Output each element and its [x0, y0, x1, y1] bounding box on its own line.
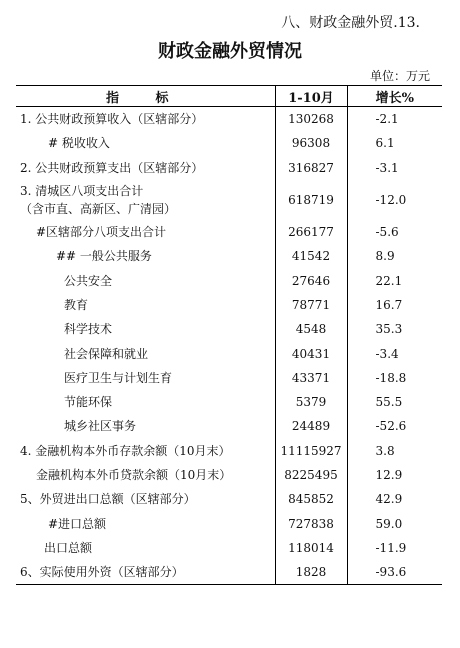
growth-cell: 42.9 — [347, 487, 442, 511]
value-cell: 1828 — [275, 560, 347, 585]
indicator-name — [16, 220, 275, 244]
table-row — [16, 244, 442, 268]
value-cell: 316827 — [275, 156, 347, 180]
column-header-indicator: 指 标 — [105, 90, 185, 106]
growth-cell: -2.1 — [347, 107, 442, 132]
table-row — [16, 341, 442, 365]
growth-cell: -18.8 — [347, 366, 442, 390]
growth-cell: -3.4 — [347, 341, 442, 365]
indicator-name — [16, 317, 275, 341]
table-row — [16, 463, 442, 487]
growth-cell: -52.6 — [347, 414, 442, 438]
indicator-name — [16, 414, 275, 438]
table-row — [16, 131, 442, 155]
table-row — [16, 268, 442, 292]
indicator-name-line: 2. 公共财政预算支出（区辖部分） — [20, 160, 204, 175]
indicator-name-line: 金融机构本外币贷款余额（10月末） — [36, 468, 232, 482]
table-row — [16, 107, 442, 132]
growth-cell: -12.0 — [347, 180, 442, 220]
growth-cell: -5.6 — [347, 220, 442, 244]
indicator-name-line: 1. 公共财政预算收入（区辖部分） — [20, 112, 204, 127]
column-header-value: 1-10月 — [275, 86, 347, 107]
value-cell: 78771 — [275, 293, 347, 317]
value-cell: 845852 — [275, 487, 347, 511]
indicator-name — [16, 244, 275, 268]
indicator-name-line: 6、实际使用外资（区辖部分） — [20, 565, 184, 580]
table-row — [16, 180, 442, 220]
column-header-growth: 增长% — [347, 86, 442, 107]
indicator-name — [16, 390, 275, 414]
indicator-name — [16, 439, 275, 463]
indicator-name-line: （含市直、高新区、广清园） — [20, 201, 177, 216]
indicator-name — [16, 341, 275, 365]
table-row — [16, 536, 442, 560]
value-cell: 5379 — [275, 390, 347, 414]
value-cell: 41542 — [275, 244, 347, 268]
indicator-name — [16, 268, 275, 292]
indicator-name — [16, 180, 275, 220]
indicator-name-line: # 税收收入 — [48, 136, 110, 151]
value-cell: 266177 — [275, 220, 347, 244]
unit-label: 单位：万元 — [369, 69, 430, 83]
indicator-name-line: ## 一般公共服务 — [56, 249, 152, 264]
value-cell: 118014 — [275, 536, 347, 560]
value-cell: 24489 — [275, 414, 347, 438]
table-row — [16, 560, 442, 585]
table-row — [16, 414, 442, 438]
indicator-name — [16, 293, 275, 317]
table-row — [16, 487, 442, 511]
indicator-name-line: 4. 金融机构本外币存款余额（10月末） — [20, 443, 231, 458]
value-cell: 8225495 — [275, 463, 347, 487]
growth-cell: 35.3 — [347, 317, 442, 341]
indicator-name — [16, 536, 275, 560]
table-row — [16, 366, 442, 390]
table-row — [16, 439, 442, 463]
table-row — [16, 220, 442, 244]
indicator-name-line: 医疗卫生与计划生育 — [64, 370, 173, 385]
indicator-name — [16, 156, 275, 180]
growth-cell: 22.1 — [347, 268, 442, 292]
indicator-name — [16, 463, 275, 487]
indicator-name-line: 公共安全 — [64, 273, 113, 288]
growth-cell: -11.9 — [347, 536, 442, 560]
page-title: 财政金融外贸情况 — [158, 41, 302, 62]
growth-cell: 8.9 — [347, 244, 442, 268]
indicator-name-line: 5、外贸进出口总额（区辖部分） — [20, 492, 196, 507]
value-cell: 40431 — [275, 341, 347, 365]
value-cell: 43371 — [275, 366, 347, 390]
value-cell: 96308 — [275, 131, 347, 155]
finance-table — [16, 85, 442, 585]
table-row — [16, 390, 442, 414]
indicator-name-line: 科学技术 — [64, 322, 113, 337]
indicator-name-line: 城乡社区事务 — [64, 419, 137, 434]
indicator-name — [16, 107, 275, 132]
value-cell: 27646 — [275, 268, 347, 292]
indicator-name — [16, 366, 275, 390]
indicator-name — [16, 560, 275, 585]
table-row — [16, 293, 442, 317]
indicator-name-line: 社会保障和就业 — [64, 346, 149, 361]
table-header-row — [16, 86, 442, 107]
indicator-name — [16, 511, 275, 535]
growth-cell: 12.9 — [347, 463, 442, 487]
indicator-name-line: 节能环保 — [64, 395, 113, 410]
indicator-name — [16, 487, 275, 511]
growth-cell: 3.8 — [347, 439, 442, 463]
growth-cell: 16.7 — [347, 293, 442, 317]
indicator-name-line: #进口总额 — [48, 516, 107, 531]
indicator-name-line: 教育 — [64, 297, 89, 312]
growth-cell: -3.1 — [347, 156, 442, 180]
indicator-name-line: 3. 清城区八项支出合计 — [20, 183, 144, 198]
value-cell: 11115927 — [275, 439, 347, 463]
indicator-name — [16, 131, 275, 155]
growth-cell: 59.0 — [347, 511, 442, 535]
indicator-name-line: #区辖部分八项支出合计 — [36, 225, 167, 240]
growth-cell: 55.5 — [347, 390, 442, 414]
section-number: 八、财政金融外贸.13. — [281, 15, 420, 31]
value-cell: 4548 — [275, 317, 347, 341]
value-cell: 727838 — [275, 511, 347, 535]
value-cell: 618719 — [275, 180, 347, 220]
growth-cell: 6.1 — [347, 131, 442, 155]
table-row — [16, 317, 442, 341]
growth-cell: -93.6 — [347, 560, 442, 585]
value-cell: 130268 — [275, 107, 347, 132]
table-row — [16, 511, 442, 535]
indicator-name-line: 出口总额 — [44, 540, 93, 555]
table-row — [16, 156, 442, 180]
